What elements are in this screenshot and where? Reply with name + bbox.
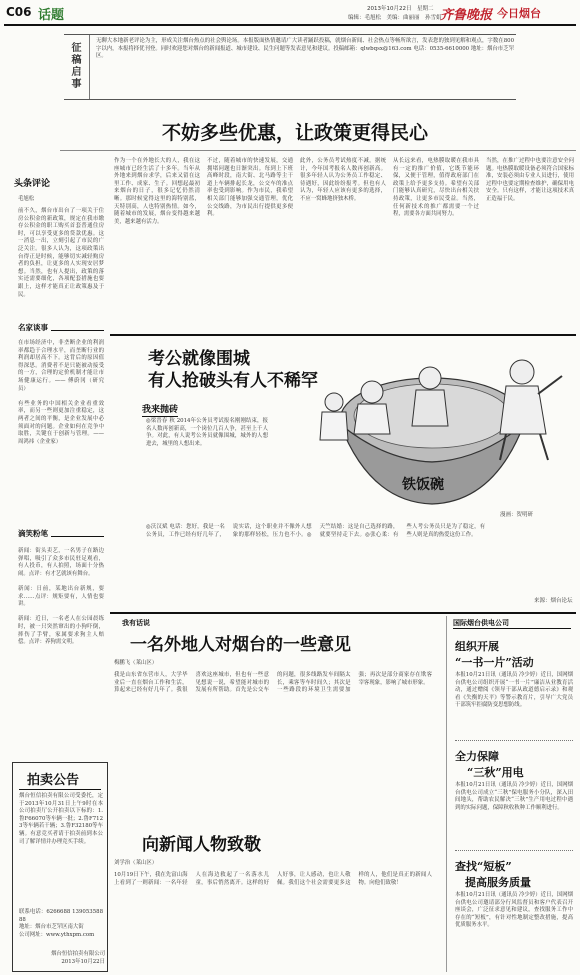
notice-label-text: 征稿启事 [71, 43, 82, 90]
sec2-body: 在市场经济中，非垄断企业的利润率都趋于合理水平，而垄断行业的利润却居高不下。这背后的原因值得深思。消费者不是只能被动接受的一方，合理的定价机制才能让市场健康运行。—— 傅蔚冈（研究员） 有些业务的中国相关企业看重效率，而另一些则更加注重稳定，这两者之间的平衡，是企业发展中必须面对的问题。企业如何在竞争中取胜，关键在于创新与管理。—— 周鸿祎（企业家） [18, 340, 104, 445]
block3-body: 本报10月21日讯（通讯员 冷少婷）近日，国网烟台供电公司邀请部分行风监督员和客户代表召开座谈会，广泛征求意见和建议，查找服务工作中存在的“短板”，有针对性地制定整改措施，提高优质服务水平。 [455, 892, 573, 929]
editor-line: 编辑：毛旭松 美编：曲丽丽 孙雪娟 [348, 15, 442, 21]
sec3-body: 新闻：街头卖艺，一名男子在路边弹唱，吸引了众多市民驻足观看，有人投币，有人拍照，场面十分热闹。点评：有才艺就该有舞台。 新闻：日前，某地出台新规，要求……点评：规矩要有，人情也要讲。 新闻：近日，一名老人在公园晨练时，被一只突然窜出的小狗吓倒，摔伤了手臂，家属要求狗主人赔偿。点评：养狗需文明。 [18, 548, 104, 646]
bottom-body-2: 10月19日下午，我在先富山海上看到了一则新闻：一名年轻人在海边救起了一名落水儿童，事后悄然离开。这样的好人好事，让人感动，也让人敬佩。我们这个社会需要更多这样的人，他们是真正的新闻人物。向他们致敬！ [114, 872, 432, 886]
auction-signature: 烟台恒信拍卖有限公司 2013年10月22日 [51, 951, 105, 965]
bottom-author-1: 梅鹏飞（莱山区） [114, 660, 158, 666]
section-title: 话题 [38, 8, 65, 23]
auction-body: 烟台恒信拍卖有限公司受委托，定于2013年10月31日上午9时在本公司拍卖厅公开拍卖以下标的：1.鲁F66070等车辆一批；2.鲁F7123等车辆若干辆；3.鲁F32180等车辆。有意竞买者请于拍卖前到本公司了解详情并办理竞买手续。 [19, 793, 103, 845]
feature-lower-text: ◎沃汉斌 电话：您好，我是一名公务员，工作已经有好几年了，说实话，这个职业并不像外人想象的那样轻松，压力也不小。◎天竺结婚：这是自己选择的路，就要坚持走下去。◎张心柔：有些人考公务员只是为了稳定，有些人则是真的热爱这份工作。 [146, 524, 486, 538]
block2-sub: “三秋”用电 [467, 766, 524, 779]
power-company-box [446, 616, 576, 972]
feature-left-text: ◎梁晋春 秋 2014年公务员考试报名刚刚结束，报名人数再创新高，一个岗位几百人争，甚至上千人争。对此，有人说考公务员就像围城，城外的人想进去，城里的人想出来。 [146, 418, 268, 447]
block1-body: 本报10月21日讯（通讯员 冷少婷）近日，国网烟台供电公司组织开展“一书一片”廉洁从业教育活动，通过赠阅《领导干部从政道德启示录》和观看《失衡的天平》等警示教育片，引导广大党员干部筑牢拒腐防变思想防线。 [455, 672, 573, 709]
bottom-body-1: 我是山东省东营市人，大学毕业后一直在烟台工作和生活，算起来已经有好几年了。我很喜欢这座城市，但也有一些意见想说一说，希望能对城市的发展有所帮助。首先是公交车的问题，很多线路发车间隔太长，乘客等车时间久；其次是一些路段的环境卫生需要加强；再次是部分商家存在欺客宰客现象，影响了城市形象。 [114, 672, 432, 694]
bottom-headline-2: 向新闻人物致敬 [142, 835, 261, 855]
figure-a-body [354, 404, 390, 434]
block-divider-2 [455, 850, 573, 851]
page-number: C06 [6, 5, 32, 19]
article1-col2: 不过，随着城市的快速发展，交通拥堵问题也日渐突出。每到上下班高峰时段，南大街、北马路等主干道上车辆排起长龙，公交车的准点率也受到影响。作为市民，我希望相关部门能够加强交通管理，优化公交线路，为市民出行提供更多便利。 [207, 158, 293, 218]
article1-col1: 作为一个在外地长大的人，我在这座城市已经生活了十多年。当年从外地来到烟台求学，后来又留在这里工作、成家、生子。回想起最初来烟台的日子，很多记忆仍然清晰。那时候觉得这里的海特别蓝，天特别高，人也特别热情。如今，随着城市的发展，烟台变得越来越美，越来越有活力。 [114, 158, 200, 225]
notice-label [64, 35, 90, 99]
block1-sub: “一书一片”活动 [455, 656, 534, 669]
figure-c-head [510, 360, 534, 384]
figure-d-head [325, 393, 343, 411]
page-header [0, 0, 580, 26]
block2-title: 全力保障 [455, 750, 499, 763]
figure-a-head [361, 381, 383, 403]
notice-text: 无聊大本地新老评论为主，形成关注烟台热点的社会舆论场。本报版面热情邀请广大读者踊跃投稿，就烟台新闻、社会热点等畅所欲言，发表您的独到见解和观点，字数在800字以内，本报将择优刊登。同时欢迎您对烟台的新闻报道、城市建设、民生问题等发表意见和建议。投稿邮箱：qlwbqsx@163.com 电话：0535-6610000 地址：烟台市芝罘区。 [96, 38, 514, 60]
article1-col5: 当然，在推广过程中也要注意安全问题。电热膜取暖设备必须符合国家标准，安装必须由专业人员进行，使用过程中也要定期检查维护，确保用电安全。只有这样，才能让这项技术真正造福于民。 [486, 158, 574, 202]
sec1-author: 毛旭松 [18, 196, 35, 202]
figure-c-arm [538, 376, 562, 394]
bowl-label: 铁饭碗 [402, 477, 444, 493]
feature-title-2: 有人抢破头有人不稀罕 [148, 371, 318, 391]
feature-top-rule [110, 334, 576, 336]
feature-title-1: 考公就像围城 [148, 349, 250, 369]
feature-tag: 我来抛砖 [142, 402, 178, 417]
block1-title: 组织开展 [455, 640, 499, 653]
figure-b-body [412, 390, 448, 426]
power-company-rule [453, 628, 571, 629]
headline-rule [60, 150, 576, 151]
paper-logo: 齐鲁晚报 [440, 8, 493, 23]
bottom-author-2: 刘学治（莱山区） [114, 860, 158, 866]
edition-name: 今日烟台 [497, 7, 541, 20]
section-title-celebrity: 名家谈事 [18, 322, 51, 333]
article1-col4: 从长远来看，电热膜取暖在我市具有一定的推广价值，它既节能环保，又便于管理，值得政府部门在政策上给予更多支持。希望有关部门能够认真研究，尽快出台相关扶持政策，让更多市民受益。当然，任何新技术的推广都需要一个过程，需要各方面共同努力。 [393, 158, 479, 218]
header-rule [4, 24, 576, 26]
figure-d-body [320, 412, 348, 440]
block3-sub: 提高服务质量 [465, 876, 531, 889]
auction-title-rule [19, 789, 101, 790]
notice-box [64, 34, 516, 100]
block3-title: 查找“短板” [455, 860, 512, 873]
section-title-headline-review: 头条评论 [14, 179, 51, 189]
block2-body: 本报10月21日讯（通讯员 冷少婷）近日，国网烟台供电公司成立“三秋”保电服务小分队，深入田间地头，帮助农民解决“三秋”生产用电过程中遇到的实际问题，保障秋收秋种工作顺利进行。 [455, 782, 573, 811]
main-headline: 不妨多些优惠，让政策更得民心 [161, 122, 428, 144]
article1-col3: 此外，公务员考试热度不减，据统计，今年国考报名人数再创新高。很多年轻人认为公务员工作稳定、待遇好，因此纷纷报考。但也有人认为，年轻人应该有更多的选择，不应一窝蜂地挤独木桥。 [300, 158, 386, 202]
section-title-humor: 滴笑粉笔 [18, 528, 51, 539]
bottom-headline-1: 一名外地人对烟台的一些意见 [130, 635, 351, 655]
bottom-rule [110, 612, 576, 614]
feature-source: 来源：烟台论坛 [534, 598, 573, 604]
bottom-tag: 我有话说 [122, 619, 150, 627]
auction-ad [12, 762, 108, 972]
cartoon-credit: 漫画：贺明研 [500, 512, 534, 518]
auction-contact: 联系电话：6266688 13905358888 地址：烟台市芝罘区南大街 公司网址：www.ythxpm.com [19, 909, 103, 938]
left-column [4, 164, 104, 974]
block-divider-1 [455, 740, 573, 741]
figure-b-head [419, 367, 441, 389]
feature-box [110, 334, 576, 610]
power-company-header: 国际烟台供电公司 [453, 619, 509, 627]
auction-title: 拍卖公告 [27, 773, 80, 788]
sec1-body: 前不久，烟台市出台了一项关于住房公积金的新政策，规定在我市缴存公积金的职工购买首套普通住房时，可以享受更多的贷款优惠。这一消息一出，立刻引起了市民的广泛关注。很多人认为，这项政策出台得正是时候，能够切实减轻购房者的负担，让更多的人实现安居梦想。当然，也有人提出，政策的落实还需要细化，各项配套措施也要跟上，这样才能真正让政策惠及于民。 [18, 208, 104, 298]
date-line: 2013年10月22日 星期二 [367, 6, 434, 12]
